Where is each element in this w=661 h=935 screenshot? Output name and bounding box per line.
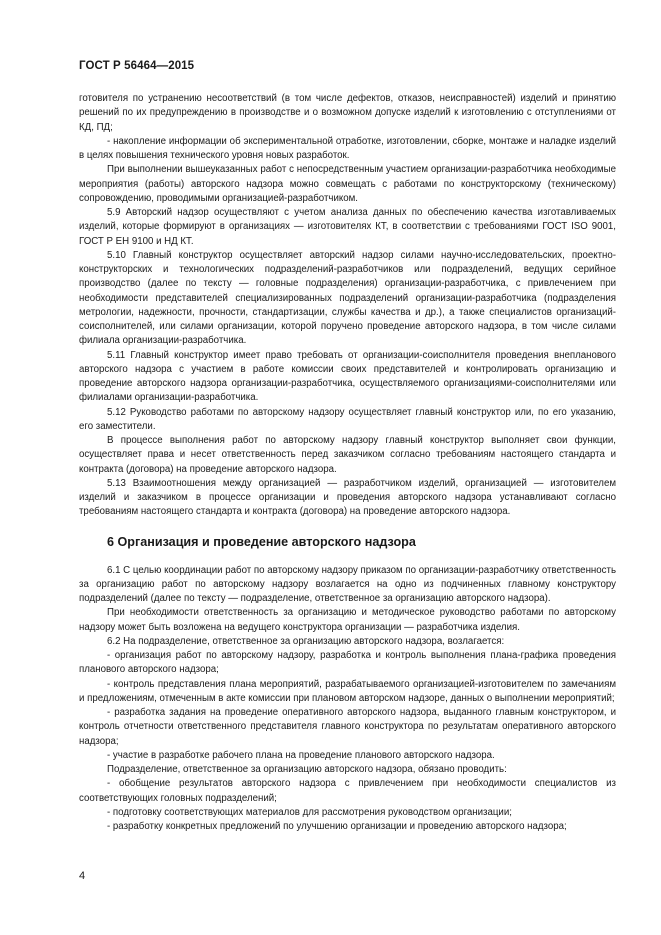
clause-6-1: 6.1 С целью координации работ по авторскому надзору приказом по организации-разработчику ответственность за организацию работ по авторскому надзору возлагается на одно из подчиненных главному конструктору подразделений (далее по тексту — подразделение, ответственное за организацию авторского надзора). <box>79 564 616 604</box>
document-body <box>79 92 616 834</box>
clause-5-10: 5.10 Главный конструктор осуществляет авторский надзор силами научно-исследовательских, проектно-конструкторских и технологических подразделений-разработчиков или подразделений, ведущих серийное производство (далее по тексту — головные подразделения) организации-разработчика, с привлечением при необходимости представителей специализированных подразделений организации-разработчика (подразделения метрологии, надежности, прочности, стандартизации, службы качества и др.), а также специалистов организаций-соисполнителей, или силами организации, которой поручено проведение авторского надзора, в том числе силами филиала организации-разработчика. <box>79 249 616 347</box>
paragraph: При выполнении вышеуказанных работ с непосредственным участием организации-разработчика необходимые мероприятия (работы) авторского надзора можно совмещать с работами по конструкторскому (техническому) сопровождению, проводимыми организацией-разработчиком. <box>79 164 616 204</box>
section-title: 6 Организация и проведение авторского надзора <box>107 534 416 549</box>
list-item: - разработка задания на проведение оперативного авторского надзора, выданного главным конструктором, и контроль отчетности ответственного представителя главного конструктора по результатам оперативного авторского надзора; <box>79 707 616 747</box>
clause-5-11: 5.11 Главный конструктор имеет право требовать от организации-соисполнителя проведения внепланового авторского надзора с участием в работе комиссии своих представителей и контролировать организацию и проведение авторского надзора организации-разработчика, осуществляемого организациями-соисполнителями или филиалами организации-разработчика. <box>79 349 616 404</box>
list-item: - участие в разработке рабочего плана на проведение планового авторского надзора. <box>107 749 495 761</box>
paragraph: При необходимости ответственность за организацию и методическое руководство работами по авторскому надзору может быть возложена на ведущего конструктора организации — разработчика изделия. <box>79 607 616 633</box>
clause-5-9: 5.9 Авторский надзор осуществляют с учетом анализа данных по обеспечению качества изготавливаемых изделий, которые формируют в организациях — изготовителях КТ, в соответствии с требованиями ГОСТ ISO 9001, ГОСТ Р ЕН 9100 и НД КТ. <box>79 207 616 247</box>
list-item: - разработку конкретных предложений по улучшению организации и проведению авторского надзора; <box>107 821 567 832</box>
list-item: - подготовку соответствующих материалов для рассмотрения руководством организации; <box>107 806 512 818</box>
paragraph: Подразделение, ответственное за организацию авторского надзора, обязано проводить: <box>107 764 507 775</box>
list-item: - организация работ по авторскому надзору, разработка и контроль выполнения плана-графика проведения планового авторского надзора; <box>79 650 616 676</box>
paragraph: В процессе выполнения работ по авторскому надзору главный конструктор выполняет свои функции, осуществляет права и несет ответственность перед заказчиком согласно требованиям настоящего стандарта и контракта (договора) на проведение авторского надзора. <box>79 435 616 475</box>
document-header: ГОСТ Р 56464—2015 <box>79 60 195 72</box>
list-item: - контроль представления плана мероприятий, разрабатываемого организацией-изготовителем по замечаниям и предложениям, отмеченным в акте комиссии при плановом авторском надзоре, данных о выполнении мероприятий; <box>79 678 616 704</box>
paragraph: готовителя по устранению несоответствий (в том числе дефектов, отказов, неисправностей) изделий и принятию решений по их предупреждению в производстве и о возможном допуске изделий к изготовлению с отступлениями от КД, ПД; <box>79 93 616 133</box>
list-item: - накопление информации об экспериментальной отработке, изготовлении, сборке, монтаже и наладке изделий в целях повышения технического уровня новых разработок. <box>79 135 616 161</box>
clause-5-12: 5.12 Руководство работами по авторскому надзору осуществляет главный конструктор или, по его указанию, его заместители. <box>79 406 616 432</box>
page-number: 4 <box>79 870 86 882</box>
clause-5-13: 5.13 Взаимоотношения между организацией — разработчиком изделий, организацией — изготовителем изделий и заказчиком в процессе организации и проведения авторского надзора устанавливают согласно требованиям настоящего стандарта и контракта (договора) на проведение авторского надзора. <box>79 477 616 518</box>
clause-6-2: 6.2 На подразделение, ответственное за организацию авторского надзора, возлагается: <box>107 635 505 647</box>
list-item: - обобщение результатов авторского надзора с привлечением при необходимости специалистов из соответствующих головных подразделений; <box>79 778 616 804</box>
